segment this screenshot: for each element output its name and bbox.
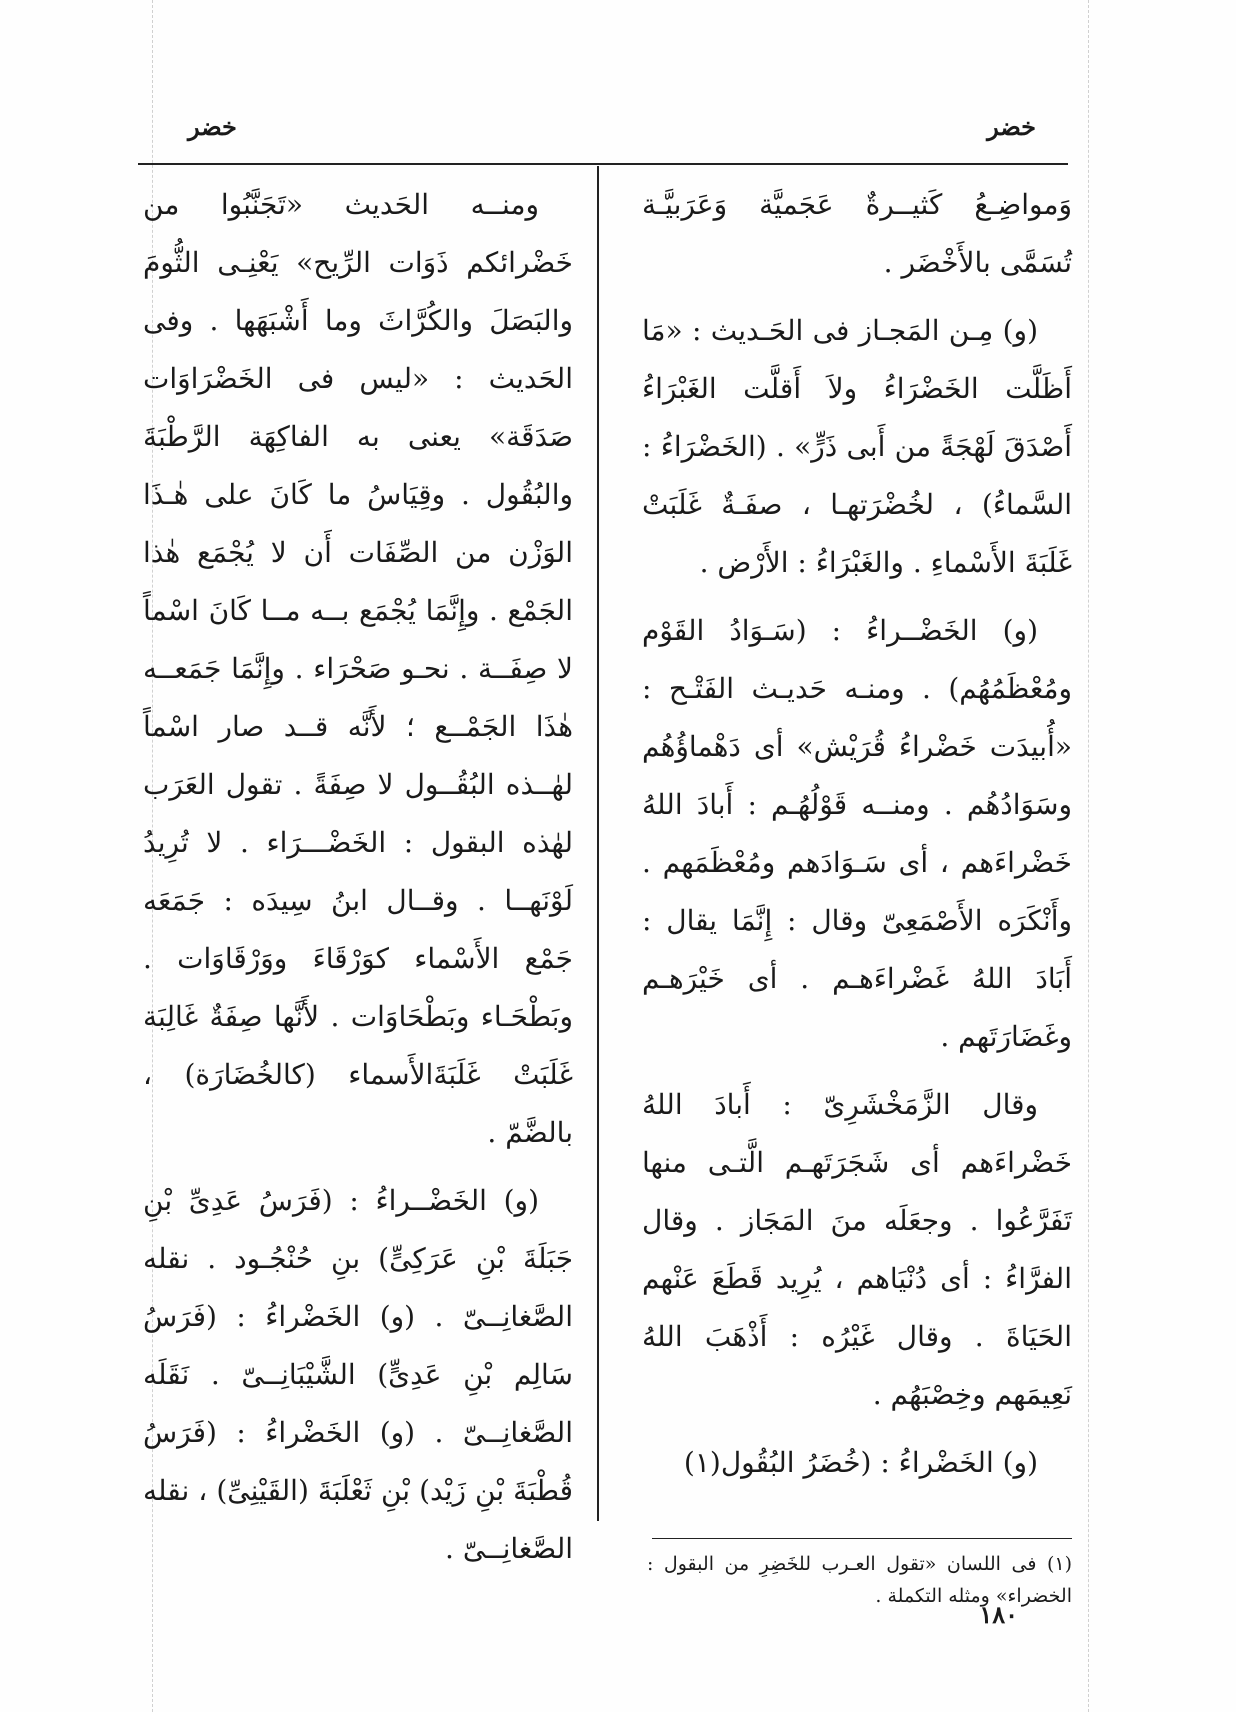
paragraph: (و) مِـن المَجـاز فى الحَـديث : «مَا أَظَلَّت الخَضْرَاءُ ولاَ أَقلَّت الغَبْرَاءُ أَصْدَقَ لَهْجَةً من أَبى ذَرٍّ» . (الخَضْرَاءُ : السَّماءُ) ، لخُضْرَتهـا ، صفَـةٌ غَلَبَتْ غَلَبَةَ الأَسْماءِ . والغَبْرَاءُ : الأَرْض . <box>642 314 1072 579</box>
right-column <box>642 176 1072 1502</box>
paragraph: (و) الخَضْــراءُ : (سَـوَادُ القَوْم ومُعْظَمُهُم) . ومنـه حَديـث الفَتْـح : «أُبيدَت خَضْراءُ قُرَيْش» أى دَهْماؤُهُم وسَوَادُهُم . ومنــه قَوْلُهُـم : أَبادَ اللهُ خَضْراءَهم ، أى سَـوَادَهم ومُعْظَمَهم . وأَنْكَرَه الأَصْمَعِىّ وقال : إِنَّمَا يقال : أَبَادَ اللهُ غَضْراءَهـم . أى خَيْرَهـم وغَضَارَتَهم . <box>642 614 1072 1053</box>
running-head-left: خضر <box>188 112 237 141</box>
scan-margin-line <box>1088 0 1090 1712</box>
header-rule <box>138 163 1068 165</box>
paragraph: (و) الخَضْــراءُ : (فَرَسُ عَدِىِّ بْنِ جَبَلَةَ بْنِ عَرَكِىٍّ) بنِ حُنْجُـود . نقله الصَّغانِــىّ . (و) الخَضْراءُ : (فَرَسُ سَالِم بْنِ عَدِىٍّ) الشَّيْبَانِــىّ . نَقَلَه الصَّغانِــىّ . (و) الخَضْراءُ : (فَرَسُ قُطْبَةَ بْنِ زَيْد) بْنِ ثَعْلَبَةَ (القَيْنِىِّ) ، نقله الصَّغانِــىّ . <box>143 1184 573 1565</box>
page-number: ١٨٠ <box>979 1600 1018 1629</box>
left-column <box>143 176 573 1588</box>
column-divider <box>597 166 599 1521</box>
footnote: (١) فى اللسان «تقول العـرب للخَضِرِ من البقول : الخضراء» ومثله التكملة . <box>647 1553 1072 1607</box>
running-head-right: خضر <box>987 112 1036 141</box>
footnote-rule <box>652 1538 1072 1539</box>
paragraph: (و) الخَضْراءُ : (خُضَرُ البُقُول(١) <box>683 1446 1038 1479</box>
paragraph: ومنــه الحَديث «تَجَنَّبُوا من خَضْرائكم ذَوَات الرِّيح» يَعْنِـى الثُّومَ والبَصَلَ والكُرَّاثَ وما أَشْبَهَها . وفى الحَديث : «ليس فى الخَضْرَاوَات صَدَقَة» يعنى به الفاكِهَة الرَّطْبَةَ والبُقُول . وقِيَاسُ ما كَانَ على هٰـذَا الوَزْن من الصِّفَات أَن لا يُجْمَع هٰذا الجَمْع . وإِنَّمَا يُجْمَع بــه مــا كَانَ اسْماً لا صِفَــة . نحـو صَحْرَاء . وإِنَّمَا جَمَعــه هٰذَا الجَمْــع ؛ لأَنَّه قــد صار اسْماً لهٰــذه البُقُــول لا صِفَةً . تقول العَرَب لهٰذه البقول : الخَضْـــرَاء . لا تُرِيدُ لَوْنَهــا . وقــال ابنُ سِيدَه : جَمَعَه جَمْع الأَسْماء كوَرْقَاءَ ووَرْقَاوَات . وبَطْحَـاء وبَطْحَاوَات . لأَنَّها صِفَةٌ غَالِبَة غَلَبَتْ غَلَبَةَالأَسماء (كالخُضَارَة) ، بالضَّمّ . <box>143 188 573 1149</box>
paragraph: وقال الزَّمَخْشَرِىّ : أَبادَ اللهُ خَضْراءَهم أى شَجَرَتَهـم الَّتـى منها تَفَرَّعُوا . وجعَلَه منَ المَجَاز . وقال الفرَّاءُ : أى دُنْيَاهم ، يُرِيد قَطَعَ عَنْهم الحَيَاةَ . وقال غَيْرُه : أَذْهَبَ اللهُ نَعِيمَهم وخِصْبَهُم . <box>642 1088 1072 1411</box>
paragraph: وَمواضِـعُ كَثيــرةٌ عَجَميَّة وَعَرَبيَّـة تُسَمَّى بالأَخْضَر . <box>642 188 1072 279</box>
